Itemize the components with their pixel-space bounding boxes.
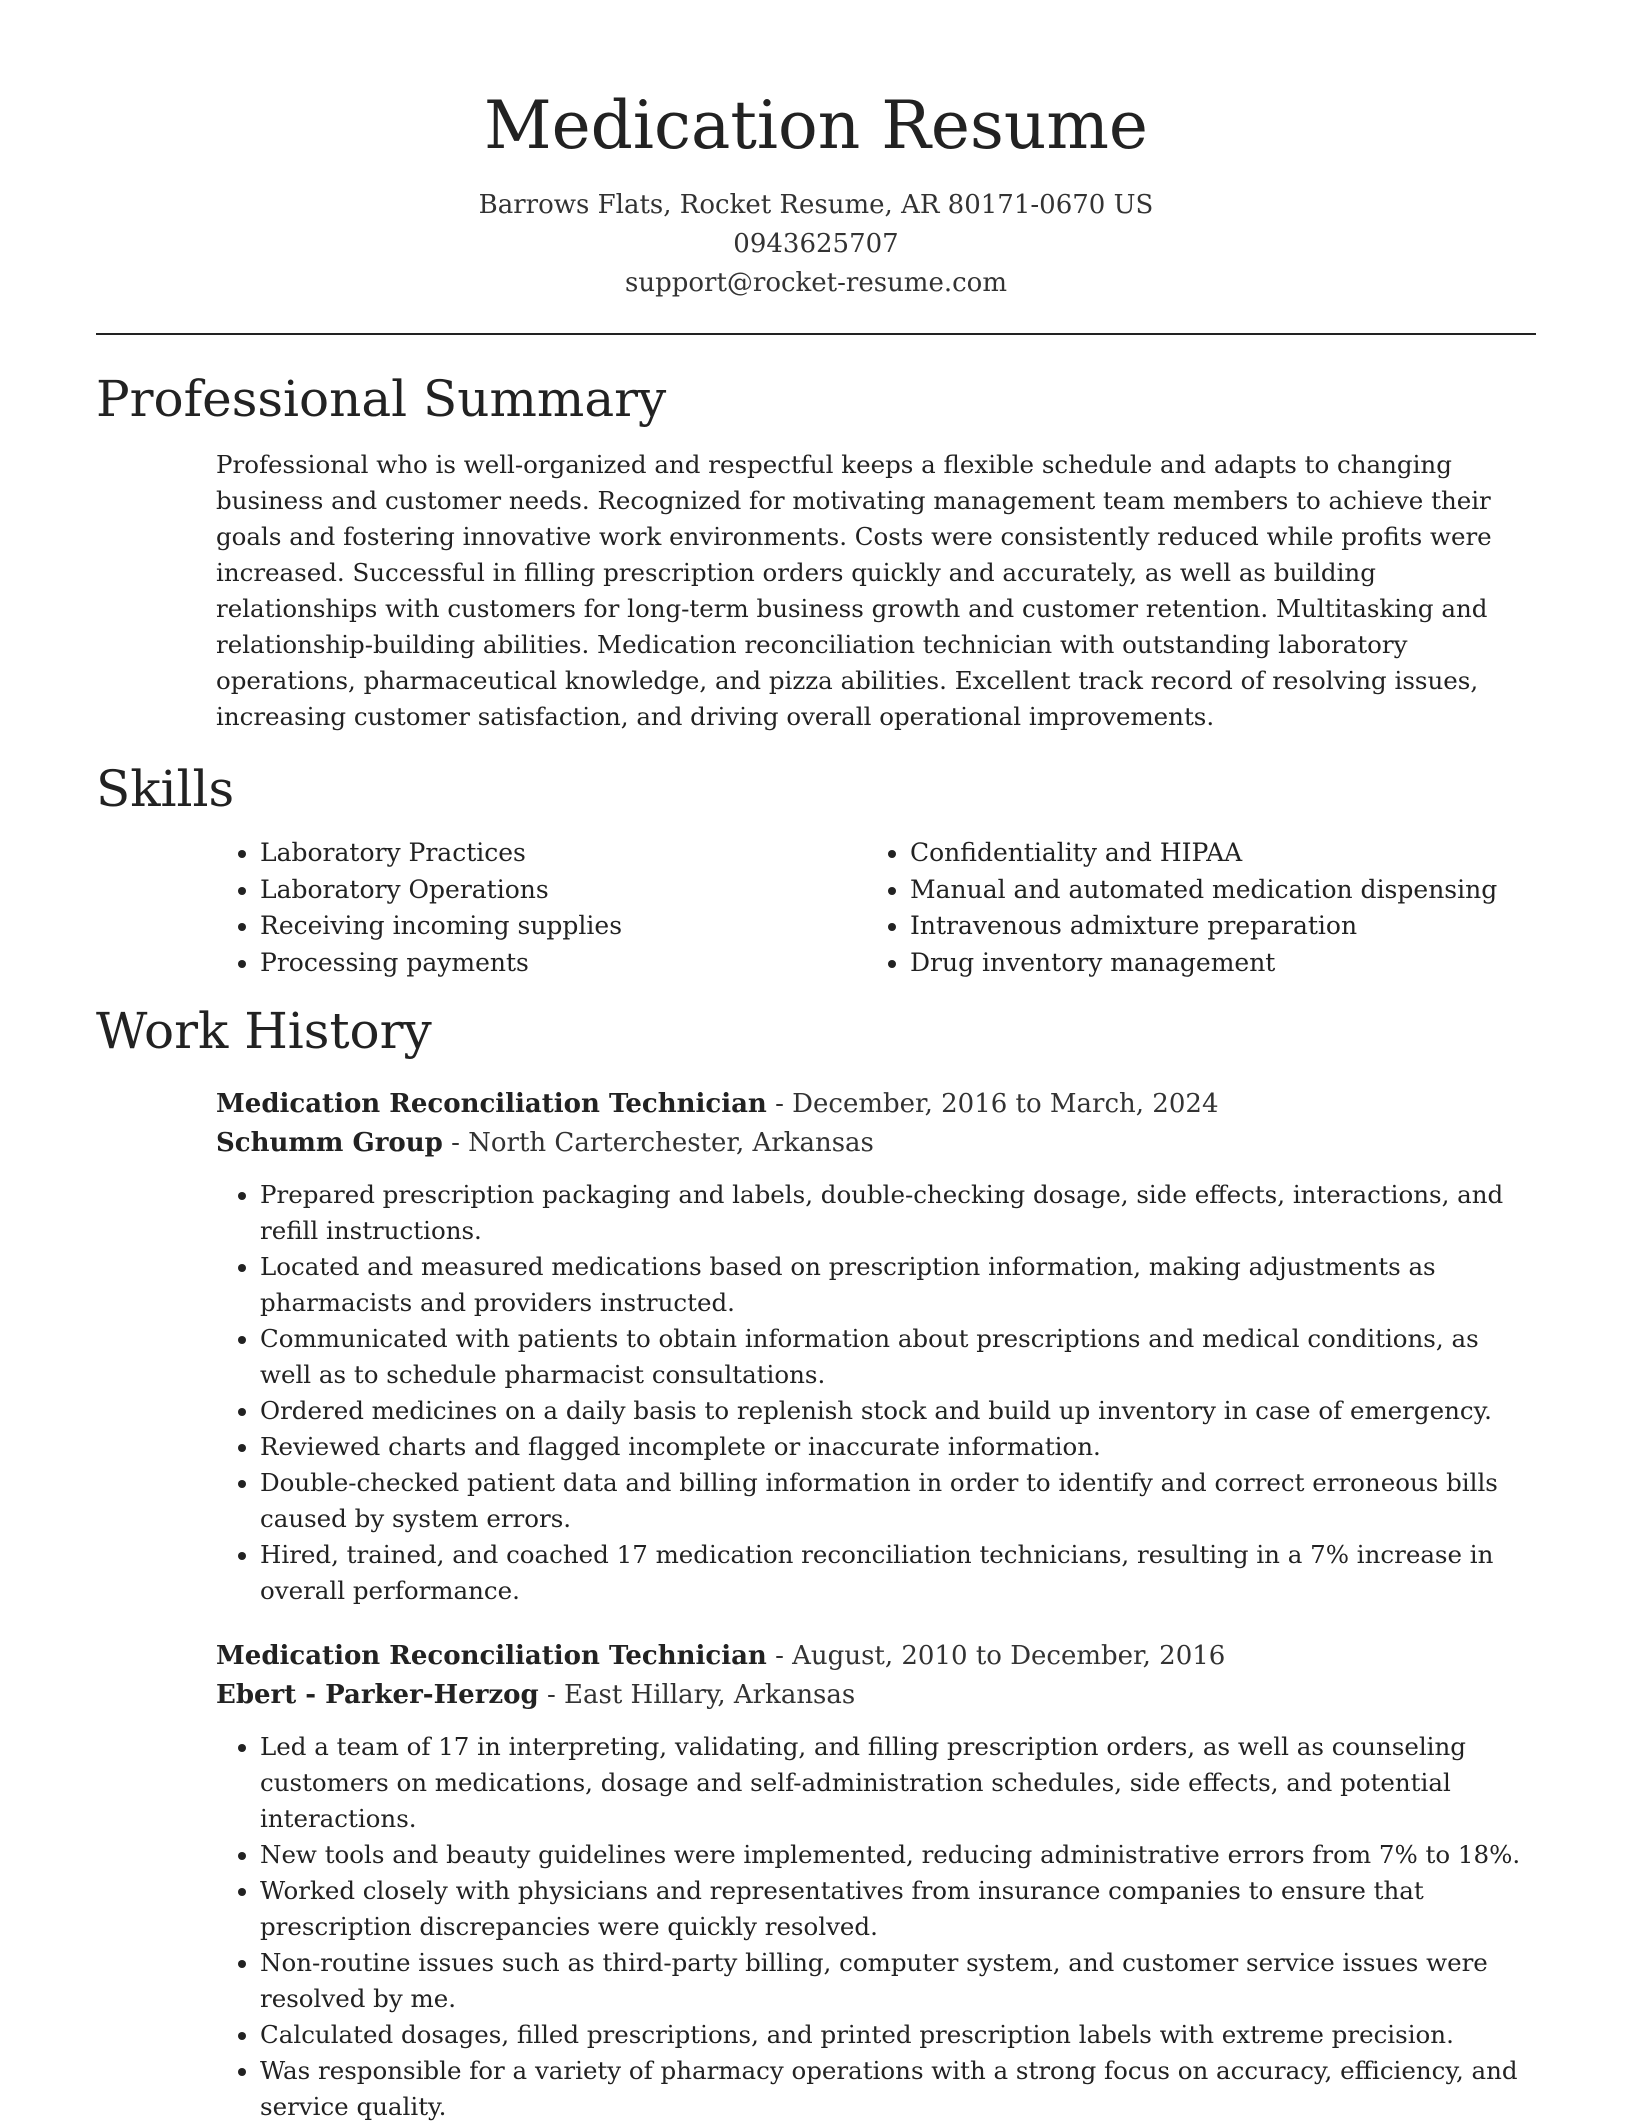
- job-bullet: • Led a team of 17 in interpreting, validating, and filling prescription orders, as well as counseling customers on medications, dosage and self-administration schedules, side effects, and potential interactions.: [260, 1729, 1536, 1837]
- job-role: Medication Reconciliation Technician: [216, 1089, 767, 1119]
- email-text: support@rocket-resume.com: [624, 268, 1007, 298]
- skill-item: • Manual and automated medication dispensing: [910, 872, 1497, 909]
- job-bullet: • New tools and beauty guidelines were implemented, reducing administrative errors from 7% to 18%.: [260, 1837, 1536, 1873]
- job-bullets: [216, 1177, 1536, 1609]
- job-bullet: • Located and measured medications based on prescription information, making adjustments as pharmacists and providers instructed.: [260, 1249, 1536, 1321]
- resume-header: [96, 0, 1536, 303]
- job-bullet: • Calculated dosages, filled prescriptions, and printed prescription labels with extreme precision.: [260, 2017, 1536, 2053]
- job-bullet: • Was responsible for a variety of pharmacy operations with a strong focus on accuracy, efficiency, and service quality.: [260, 2053, 1536, 2125]
- job-bullets: [216, 1729, 1536, 2125]
- summary-heading: Professional Summary: [96, 370, 667, 428]
- skills-list: [216, 835, 1536, 981]
- job-bullet: • Double-checked patient data and billing information in order to identify and correct erroneous bills caused by system errors.: [260, 1465, 1536, 1537]
- job-bullet: • Non-routine issues such as third-party billing, computer system, and customer service issues were resolved by me.: [260, 1945, 1536, 2017]
- work-history-heading: Work History: [96, 1002, 432, 1060]
- skills-column-right: [866, 835, 1497, 981]
- job-bullet: • Hired, trained, and coached 17 medication reconciliation technicians, resulting in a 7% increase in overall performance.: [260, 1537, 1536, 1609]
- job-company-line: [216, 1124, 1536, 1163]
- job-bullet: • Worked closely with physicians and representatives from insurance companies to ensure that prescription discrepancies were quickly resolved.: [260, 1873, 1536, 1945]
- summary-paragraph: Professional who is well-organized and respectful keeps a flexible schedule and adapts to changing business and customer needs. Recognized for motivating management team members to achieve their goals and fostering innovative work environments. Costs were consistently reduced while profits were increased. Successful in filling prescription orders quickly and accurately, as well as building relationships with customers for long-term business growth and customer retention. Multitasking and relationship-building abilities. Medication reconciliation technician with outstanding laboratory operations, pharmaceutical knowledge, and pizza abilities. Excellent track record of resolving issues, increasing customer satisfaction, and driving overall operational improvements.: [216, 450, 1492, 731]
- skill-item: • Laboratory Operations: [260, 872, 866, 909]
- skill-item: • Drug inventory management: [910, 945, 1497, 982]
- contact-info: [96, 186, 1536, 303]
- job-role: Medication Reconciliation Technician: [216, 1641, 767, 1671]
- address-text: Barrows Flats, Rocket Resume, AR 80171-0670 US: [478, 190, 1154, 220]
- resume-title: Medication Resume: [484, 87, 1148, 164]
- job-role-line: [216, 1637, 1536, 1676]
- job-role-line: [216, 1085, 1536, 1124]
- job-bullet: • Communicated with patients to obtain information about prescriptions and medical conditions, as well as to schedule pharmacist consultations.: [260, 1321, 1536, 1393]
- skills-heading: Skills: [96, 760, 235, 818]
- job-entry: [216, 1085, 1536, 1609]
- job-location: - North Carterchester, Arkansas: [442, 1128, 874, 1158]
- job-location: - East Hillary, Arkansas: [538, 1680, 856, 1710]
- job-bullet: • Prepared prescription packaging and labels, double-checking dosage, side effects, interactions, and refill instructions.: [260, 1177, 1536, 1249]
- header-divider: [96, 333, 1536, 335]
- job-company: Schumm Group: [216, 1128, 443, 1158]
- job-company: Ebert - Parker-Herzog: [216, 1680, 539, 1710]
- skill-item: • Processing payments: [260, 945, 866, 982]
- skill-item: • Intravenous admixture preparation: [910, 908, 1497, 945]
- job-bullet: • Reviewed charts and flagged incomplete or inaccurate information.: [260, 1429, 1536, 1465]
- skills-column-left: [216, 835, 866, 981]
- skill-item: • Laboratory Practices: [260, 835, 866, 872]
- job-bullet: • Ordered medicines on a daily basis to replenish stock and build up inventory in case of emergency.: [260, 1393, 1536, 1429]
- job-dates: - August, 2010 to December, 2016: [766, 1641, 1226, 1671]
- skill-item: • Confidentiality and HIPAA: [910, 835, 1497, 872]
- job-company-line: [216, 1676, 1536, 1715]
- job-dates: - December, 2016 to March, 2024: [766, 1089, 1219, 1119]
- job-entry: [216, 1637, 1536, 2125]
- phone-text: 0943625707: [733, 229, 899, 259]
- skill-item: • Receiving incoming supplies: [260, 908, 866, 945]
